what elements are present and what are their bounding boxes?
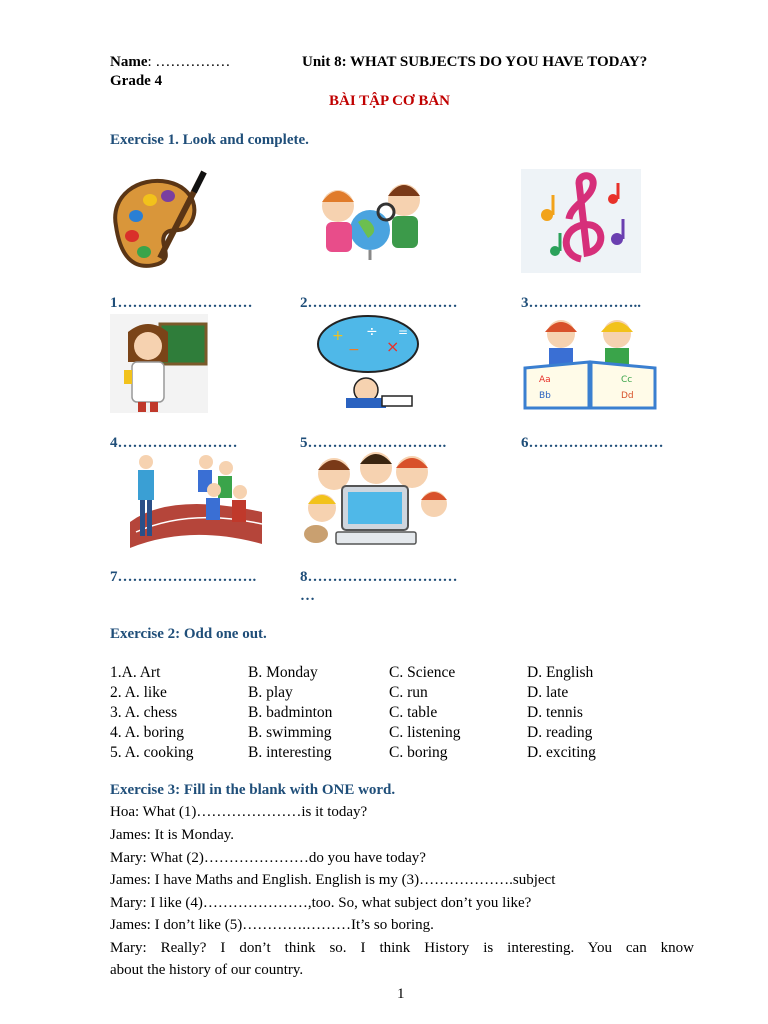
option-c[interactable]: C. table (389, 704, 438, 721)
dialogue-line: Hoa: What (1)…………………is it today? (110, 804, 368, 820)
exercise2-title: Exercise 2: Odd one out. (110, 626, 267, 642)
option-b[interactable]: B. swimming (248, 724, 332, 741)
option-b[interactable]: B. interesting (248, 744, 332, 761)
grade-label: Grade 4 (110, 73, 163, 89)
science-teacher-icon (110, 314, 208, 413)
running-track-icon (130, 452, 262, 548)
dialogue-line: James: I have Maths and English. English is my (3)……………….subject (110, 872, 556, 888)
exercise3-title: Exercise 3: Fill in the blank with ONE word. (110, 782, 396, 798)
children-book-icon (521, 312, 659, 410)
exercise1-title: Exercise 1. Look and complete. (110, 132, 309, 148)
svg-text:÷: ÷ (366, 324, 378, 340)
svg-text:Cc: Cc (621, 375, 633, 385)
section-title: BÀI TẬP CƠ BẢN (329, 93, 450, 109)
dialogue-line: Mary: What (2)…………………do you have today? (110, 850, 426, 866)
name-line (110, 54, 230, 71)
svg-text:Bb: Bb (539, 391, 551, 401)
dialogue-line: Mary: I like (4)…………………,too. So, what subject don’t you like? (110, 895, 532, 911)
option-a[interactable]: 2. A. like (110, 684, 167, 701)
children-globe-icon (300, 180, 440, 262)
page-number: 1 (397, 986, 405, 1002)
option-a[interactable]: 4. A. boring (110, 724, 185, 741)
svg-text:+: + (332, 328, 344, 344)
exercise1-blank-2[interactable]: 2………………………… (300, 295, 458, 311)
music-notes-icon (521, 169, 641, 273)
exercise1-blank-1[interactable]: 1……………………… (110, 295, 253, 311)
exercise1-blank-6[interactable]: 6……………………… (521, 435, 664, 451)
option-d[interactable]: D. exciting (527, 744, 596, 761)
unit-title: Unit 8: WHAT SUBJECTS DO YOU HAVE TODAY? (302, 54, 648, 70)
option-a[interactable]: 3. A. chess (110, 704, 178, 721)
svg-text:Dd: Dd (621, 391, 634, 401)
svg-text:Aa: Aa (539, 375, 551, 385)
option-c[interactable]: C. listening (389, 724, 461, 741)
option-b[interactable]: B. play (248, 684, 293, 701)
option-b[interactable]: B. Monday (248, 664, 318, 681)
option-a[interactable]: 5. A. cooking (110, 744, 194, 761)
exercise1-blank-5[interactable]: 5………………………. (300, 435, 447, 451)
exercise1-blank-3[interactable]: 3………………….. (521, 295, 641, 311)
option-c[interactable]: C. boring (389, 744, 448, 761)
name-label: Name (110, 54, 148, 70)
exercise1-blank-7[interactable]: 7………………………. (110, 569, 257, 585)
option-d[interactable]: D. late (527, 684, 569, 701)
dialogue-line: Mary: Really? I don’t think so. I think History is interesting. You can know (110, 940, 694, 956)
option-b[interactable]: B. badminton (248, 704, 333, 721)
dialogue-line: about the history of our country. (110, 962, 304, 978)
option-d[interactable]: D. English (527, 664, 594, 681)
dialogue-line: James: I don’t like (5)………….………It’s so boring. (110, 917, 434, 933)
svg-text:=: = (398, 325, 409, 339)
math-symbols-icon (316, 314, 420, 410)
svg-text:−: − (348, 342, 360, 358)
children-computer-icon (300, 452, 450, 547)
exercise1-blank-8[interactable]: 8………………………… (300, 569, 458, 585)
exercise1-blank-4[interactable]: 4…………………… (110, 435, 238, 451)
name-dots: : …………… (147, 54, 231, 70)
option-c[interactable]: C. run (389, 684, 428, 701)
dialogue-line: James: It is Monday. (110, 827, 235, 843)
exercise1-blank-8-continuation: … (300, 588, 315, 604)
palette-icon (108, 166, 210, 274)
option-c[interactable]: C. Science (389, 664, 456, 681)
option-d[interactable]: D. reading (527, 724, 593, 741)
svg-text:×: × (386, 337, 400, 356)
option-a[interactable]: 1.A. Art (110, 664, 161, 681)
option-d[interactable]: D. tennis (527, 704, 583, 721)
